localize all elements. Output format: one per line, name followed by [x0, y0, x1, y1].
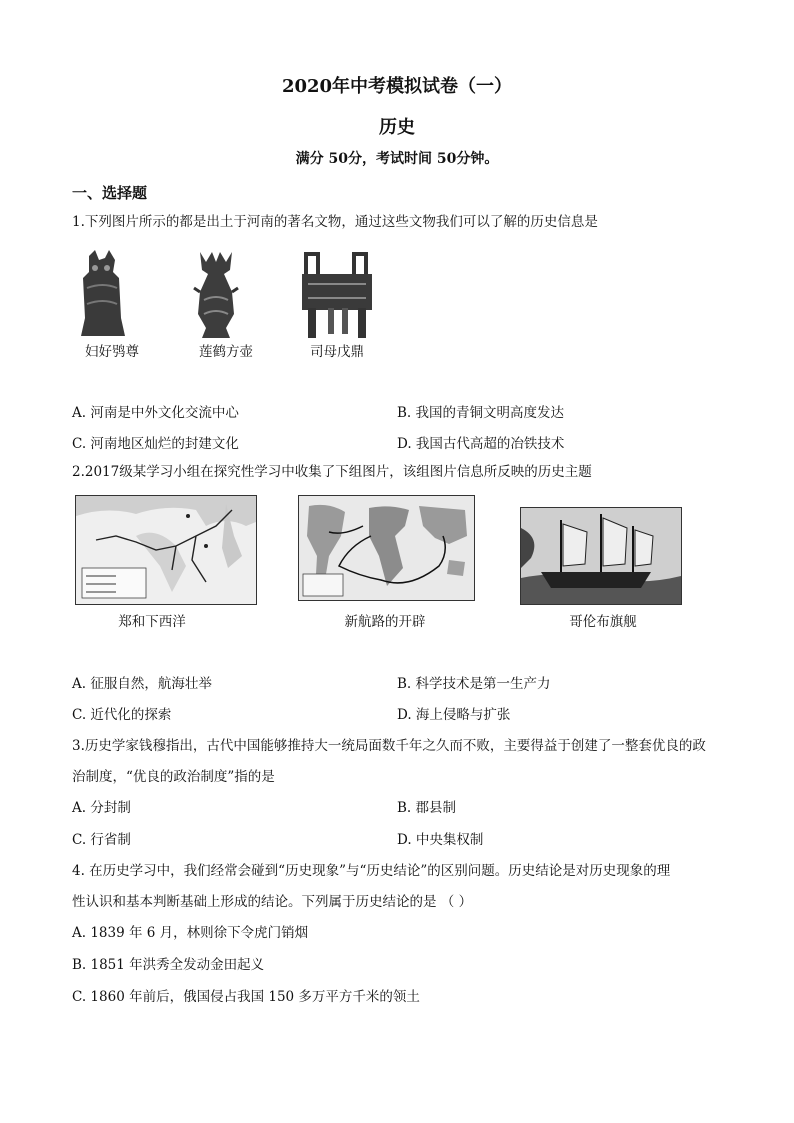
q4-option-c[interactable]: C. 1860 年前后，俄国侵占我国 150 多万平方千米的领土: [72, 989, 420, 1005]
columbus-flagship-image: [520, 507, 682, 605]
caption-lotus-crane-pot: 莲鹤方壶: [199, 344, 253, 360]
q1-option-d[interactable]: D. 我国古代高超的冶铁技术: [397, 436, 565, 452]
exam-subject: 历史: [379, 117, 415, 138]
zhenghe-map-image: [75, 495, 257, 605]
section-title: 一、选择题: [72, 184, 148, 202]
q4-option-a[interactable]: A. 1839 年 6 月，林则徐下令虎门销烟: [72, 925, 309, 941]
simuwu-ding-image: [298, 248, 376, 340]
q3-option-d[interactable]: D. 中央集权制: [397, 832, 484, 848]
q1-option-b[interactable]: B. 我国的青铜文明高度发达: [397, 405, 565, 421]
q3-option-c[interactable]: C. 行省制: [72, 832, 131, 848]
new-sea-route-map-image: [298, 495, 475, 601]
question-3-stem-line2: 治制度，“优良的政治制度”指的是: [72, 769, 275, 785]
caption-zhenghe: 郑和下西洋: [118, 614, 186, 630]
caption-owl-zun: 妇好鸮尊: [85, 344, 139, 360]
lotus-crane-pot-image: [190, 248, 242, 340]
question-1-stem: 1.下列图片所示的都是出土于河南的著名文物，通过这些文物我们可以了解的历史信息是: [72, 214, 598, 230]
q2-option-d[interactable]: D. 海上侵略与扩张: [397, 707, 511, 723]
caption-new-sea-route: 新航路的开辟: [344, 614, 426, 630]
exam-title: 2020年中考模拟试卷（一）: [281, 76, 513, 97]
q2-option-a[interactable]: A. 征服自然，航海壮举: [72, 676, 212, 692]
caption-columbus-flagship: 哥伦布旗舰: [569, 614, 637, 630]
q2-option-c[interactable]: C. 近代化的探索: [72, 707, 172, 723]
q1-option-c[interactable]: C. 河南地区灿烂的封建文化: [72, 436, 239, 452]
q2-option-b[interactable]: B. 科学技术是第一生产力: [397, 676, 551, 692]
question-4-stem-line2: 性认识和基本判断基础上形成的结论。下列属于历史结论的是 （ ）: [72, 894, 473, 910]
question-3-stem-line1: 3.历史学家钱穆指出，古代中国能够推持大一统局面数千年之久而不败，主要得益于创建了一整套优良的政: [72, 738, 706, 754]
caption-simuwu-ding: 司母戊鼎: [310, 344, 364, 360]
q3-option-b[interactable]: B. 郡县制: [397, 800, 457, 816]
q1-option-a[interactable]: A. 河南是中外文化交流中心: [72, 405, 239, 421]
owl-zun-image: [75, 248, 130, 340]
q3-option-a[interactable]: A. 分封制: [72, 800, 131, 816]
q4-option-b[interactable]: B. 1851 年洪秀全发动金田起义: [72, 957, 265, 973]
question-2-stem: 2.2017级某学习小组在探究性学习中收集了下组图片，该组图片信息所反映的历史主题: [72, 464, 592, 480]
exam-info: 满分 50分，考试时间 50分钟。: [295, 151, 499, 167]
question-4-stem-line1: 4. 在历史学习中，我们经常会碰到“历史现象”与“历史结论”的区别问题。历史结论是对历史现象的理: [72, 863, 671, 879]
